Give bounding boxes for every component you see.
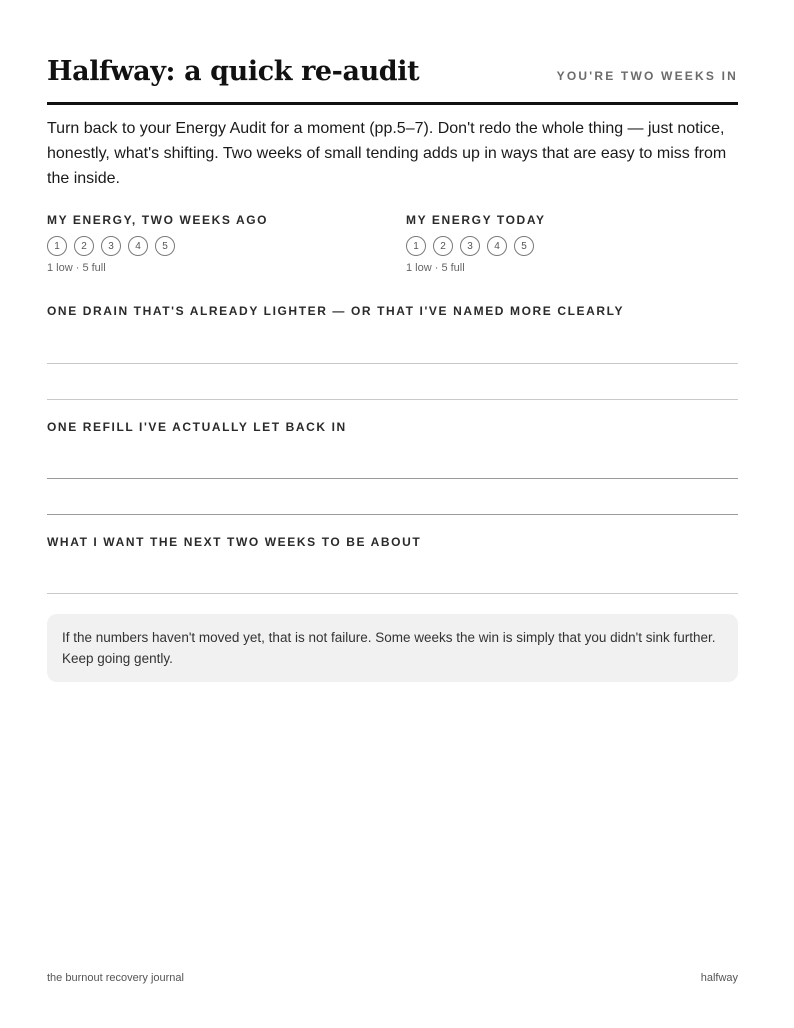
section-label-next-weeks: WHAT I WANT THE NEXT TWO WEEKS TO BE ABOUT [47, 535, 422, 549]
rating-option-2[interactable]: 2 [74, 236, 94, 256]
rating-label: MY ENERGY, TWO WEEKS AGO [47, 213, 269, 227]
writing-line[interactable] [47, 593, 738, 594]
rating-option-4[interactable]: 4 [487, 236, 507, 256]
journal-page [47, 0, 738, 1028]
rating-two-weeks-ago [47, 213, 367, 274]
rating-option-1[interactable]: 1 [47, 236, 67, 256]
page-kicker: YOU'RE TWO WEEKS IN [556, 69, 738, 83]
writing-line[interactable] [47, 363, 738, 364]
rating-scale-hint: 1 low · 5 full [406, 262, 465, 274]
footer-section-name: halfway [700, 972, 738, 984]
rating-option-2[interactable]: 2 [433, 236, 453, 256]
rating-option-4[interactable]: 4 [128, 236, 148, 256]
rating-options [47, 236, 367, 256]
rating-today [406, 213, 726, 274]
rating-option-5[interactable]: 5 [155, 236, 175, 256]
section-label-refill: ONE REFILL I'VE ACTUALLY LET BACK IN [47, 420, 347, 434]
section-label-drain: ONE DRAIN THAT'S ALREADY LIGHTER — OR THAT I'VE NAMED MORE CLEARLY [47, 304, 625, 318]
writing-line[interactable] [47, 478, 738, 479]
footer-journal-name: the burnout recovery journal [47, 972, 184, 984]
page-header [47, 54, 738, 105]
page-title: Halfway: a quick re-audit [47, 56, 420, 87]
writing-line[interactable] [47, 399, 738, 400]
rating-options [406, 236, 726, 256]
rating-option-3[interactable]: 3 [101, 236, 121, 256]
intro-paragraph: Turn back to your Energy Audit for a moment (pp.5–7). Don't redo the whole thing — just notice, honestly, what's shifting. Two weeks of small tending adds up in ways that are easy to miss from the inside. [47, 120, 727, 187]
encouragement-note: If the numbers haven't moved yet, that is not failure. Some weeks the win is simply that you didn't sink further. Keep going gently. [47, 614, 738, 682]
rating-option-3[interactable]: 3 [460, 236, 480, 256]
rating-option-1[interactable]: 1 [406, 236, 426, 256]
writing-line[interactable] [47, 514, 738, 515]
rating-scale-hint: 1 low · 5 full [47, 262, 106, 274]
rating-option-5[interactable]: 5 [514, 236, 534, 256]
rating-label: MY ENERGY TODAY [406, 213, 546, 227]
